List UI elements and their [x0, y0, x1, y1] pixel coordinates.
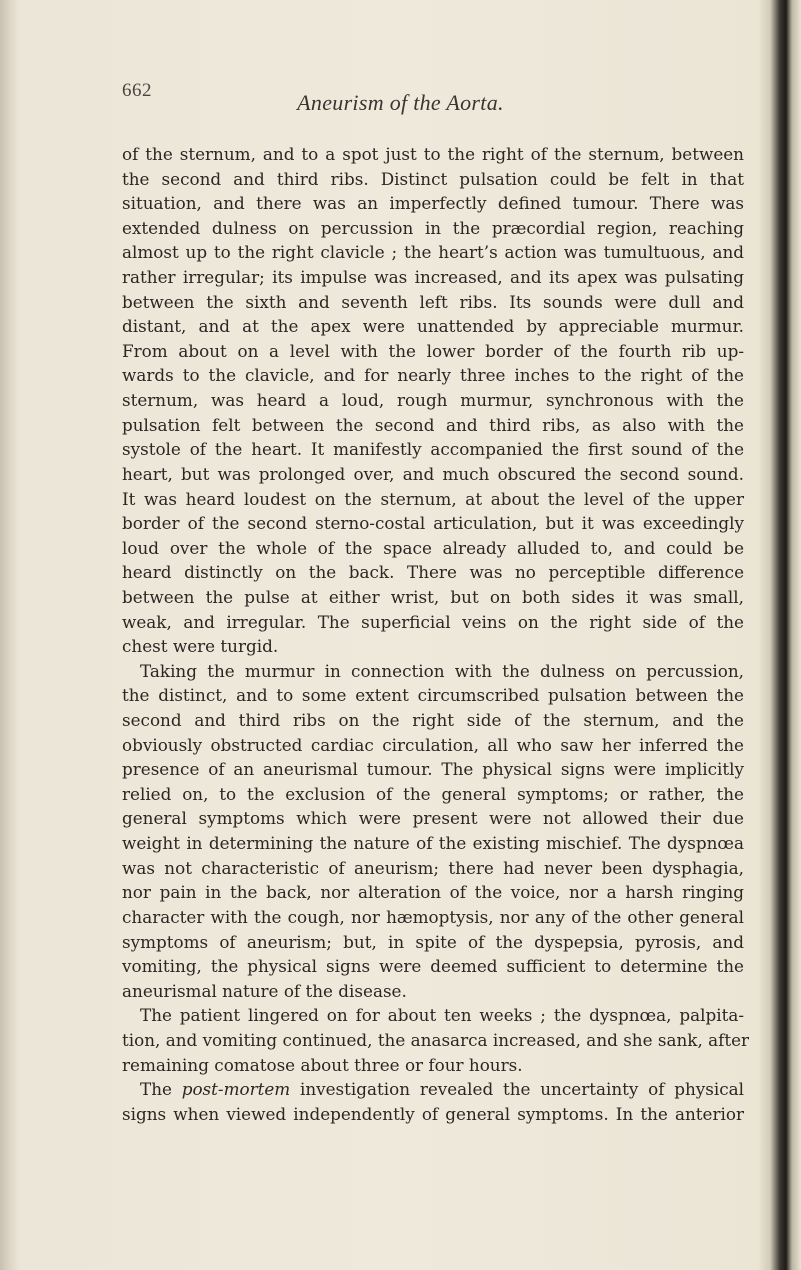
text-line — [122, 1077, 744, 1102]
text-line: between the pulse at either wrist, but on both sides it was small, — [122, 586, 744, 607]
text-line: presence of an aneurismal tumour. The physical signs were implicitly — [122, 759, 744, 780]
text-line: situation, and there was an imperfectly defined tumour. There was — [122, 193, 744, 214]
book-binding-edge — [758, 0, 801, 1270]
page-header — [0, 0, 801, 130]
text-line: wards to the clavicle, and for nearly three inches to the right of the — [122, 365, 744, 386]
text-line: signs when viewed independently of general symptoms. In the anterior — [122, 1103, 744, 1124]
text-line: general symptoms which were present were not allowed their due — [122, 808, 744, 829]
text-line: weight in determining the nature of the existing mischief. The dyspnœa — [122, 833, 744, 854]
text-line: rather irregular; its impulse was increased, and its apex was pulsating — [122, 267, 744, 288]
text-line: systole of the heart. It manifestly accompanied the first sound of the — [122, 439, 744, 460]
text-line: From about on a level with the lower border of the fourth rib up- — [122, 340, 744, 361]
page-number: 662 — [122, 80, 152, 101]
text-line: character with the cough, nor hæmoptysis, nor any of the other general — [122, 906, 744, 927]
running-title: Aneurism of the Aorta. — [297, 90, 504, 115]
text-line: extended dulness on percussion in the præcordial region, reaching — [122, 217, 744, 238]
text-line: symptoms of aneurism; but, in spite of the dyspepsia, pyrosis, and — [122, 931, 744, 952]
text-line: loud over the whole of the space already alluded to, and could be — [122, 537, 744, 558]
text-line: heart, but was prolonged over, and much obscured the second sound. — [122, 463, 744, 484]
page-gutter-shadow — [0, 0, 18, 1270]
text-line: obviously obstructed cardiac circulation, all who saw her inferred the — [122, 734, 744, 755]
text-line: tion, and vomiting continued, the anasarca increased, and she sank, after — [122, 1029, 750, 1050]
text-line: Taking the murmur in connection with the dulness on percussion, — [140, 660, 744, 681]
text-line: relied on, to the exclusion of the general symptoms; or rather, the — [122, 783, 744, 804]
text-line: second and third ribs on the right side of the sternum, and the — [122, 710, 744, 731]
text-segment: The — [140, 1079, 182, 1100]
italic-term: post-mortem — [181, 1079, 291, 1100]
text-line: vomiting, the physical signs were deemed sufficient to determine the — [122, 956, 744, 977]
text-line: of the sternum, and to a spot just to the right of the sternum, between — [122, 144, 744, 164]
text-line: was not characteristic of aneurism; there had never been dysphagia, — [122, 857, 744, 878]
text-line: the second and third ribs. Distinct pulsation could be felt in that — [122, 168, 744, 189]
text-line: remaining comatose about three or four hours. — [122, 1054, 523, 1075]
body-text — [122, 142, 750, 1126]
text-line: It was heard loudest on the sternum, at about the level of the upper — [122, 488, 744, 509]
text-line: border of the second sterno-costal articulation, but it was exceedingly — [122, 513, 744, 534]
text-line: nor pain in the back, nor alteration of the voice, nor a harsh ringing — [122, 882, 744, 903]
text-line: aneurismal nature of the disease. — [122, 980, 407, 1001]
text-line: weak, and irregular. The superficial veins on the right side of the — [122, 611, 744, 632]
text-line: chest were turgid. — [122, 636, 279, 657]
text-line: heard distinctly on the back. There was no perceptible difference — [122, 562, 744, 583]
text-line: almost up to the right clavicle ; the heart’s action was tumultuous, and — [122, 242, 744, 263]
text-segment: investigation revealed the uncertainty of physical — [290, 1079, 744, 1100]
text-line: pulsation felt between the second and third ribs, as also with the — [122, 414, 744, 435]
text-line: sternum, was heard a loud, rough murmur, synchronous with the — [122, 390, 744, 411]
text-line: The patient lingered on for about ten weeks ; the dyspnœa, palpita- — [140, 1005, 744, 1026]
text-line: distant, and at the apex were unattended by appreciable murmur. — [122, 316, 744, 337]
text-line: between the sixth and seventh left ribs. Its sounds were dull and — [122, 291, 744, 312]
text-line: the distinct, and to some extent circumscribed pulsation between the — [122, 685, 744, 706]
